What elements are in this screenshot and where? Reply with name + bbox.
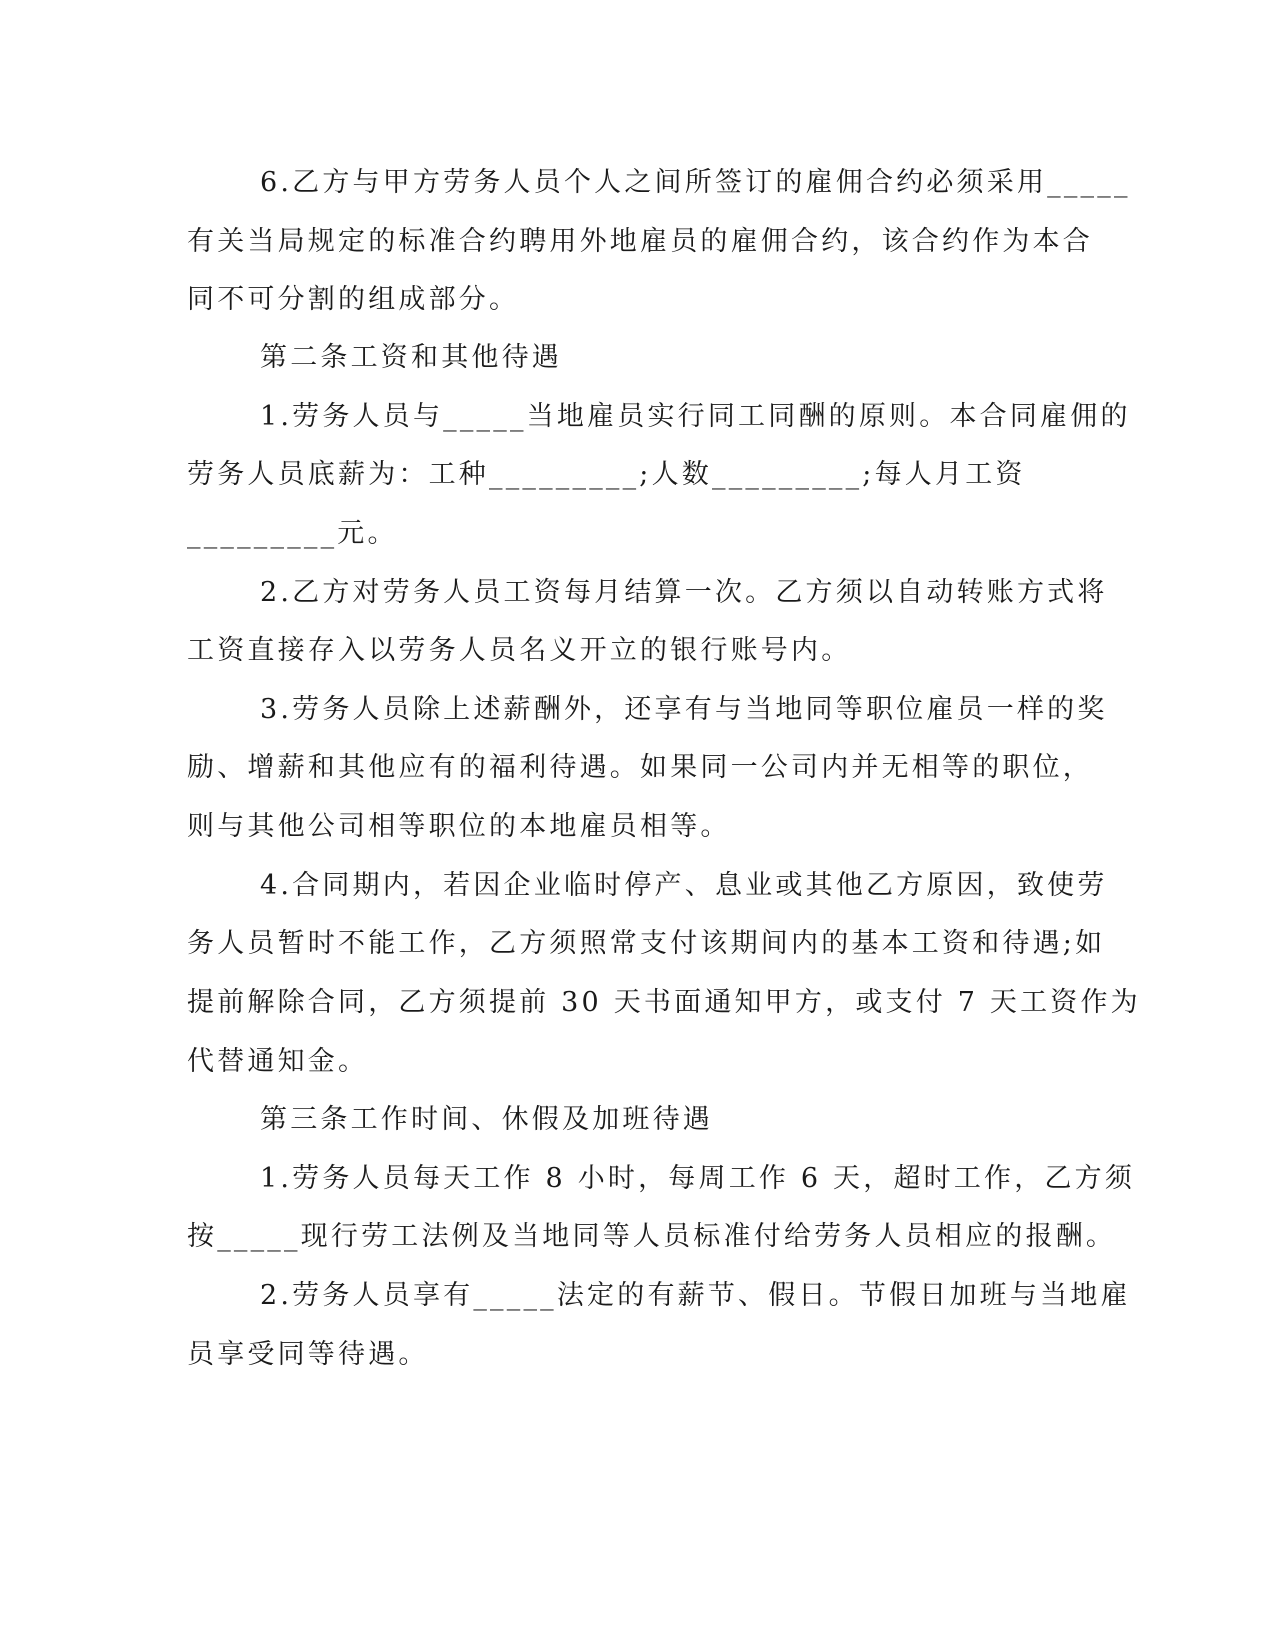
clause-2-3-line-3: 则与其他公司相等职位的本地雇员相等。	[187, 811, 731, 842]
clause-1-6-line-1: 6.乙方与甲方劳务人员个人之间所签订的雇佣合约必须采用_____	[260, 167, 1131, 198]
clause-2-3-line-1: 3.劳务人员除上述薪酬外，还享有与当地同等职位雇员一样的奖	[260, 694, 1108, 725]
clause-2-1-line-1: 1.劳务人员与_____当地雇员实行同工同酬的原则。本合同雇佣的	[260, 401, 1131, 432]
clause-2-4-line-3: 提前解除合同，乙方须提前 30 天书面通知甲方，或支付 7 天工资作为	[187, 987, 1141, 1018]
clause-1-6-line-2: 有关当局规定的标准合约聘用外地雇员的雇佣合约，该合约作为本合	[187, 226, 1093, 257]
clause-1-6-line-3: 同不可分割的组成部分。	[187, 284, 520, 315]
clause-2-3-line-2: 励、增薪和其他应有的福利待遇。如果同一公司内并无相等的职位，	[187, 752, 1093, 783]
article-2-heading: 第二条工资和其他待遇	[260, 342, 562, 373]
clause-2-4-line-2: 务人员暂时不能工作，乙方须照常支付该期间内的基本工资和待遇;如	[187, 928, 1106, 959]
clause-2-1-line-2: 劳务人员底薪为：工种_________;人数_________;每人月工资	[187, 459, 1026, 490]
clause-2-1-line-3: _________元。	[187, 518, 398, 549]
clause-3-2-line-2: 员享受同等待遇。	[187, 1339, 429, 1370]
clause-2-2-line-1: 2.乙方对劳务人员工资每月结算一次。乙方须以自动转账方式将	[260, 577, 1108, 608]
clause-2-2-line-2: 工资直接存入以劳务人员名义开立的银行账号内。	[187, 635, 852, 666]
clause-3-1-line-1: 1.劳务人员每天工作 8 小时，每周工作 6 天，超时工作，乙方须	[260, 1163, 1136, 1194]
clause-3-1-line-2: 按_____现行劳工法例及当地同等人员标准付给劳务人员相应的报酬。	[187, 1221, 1117, 1252]
clause-3-2-line-1: 2.劳务人员享有_____法定的有薪节、假日。节假日加班与当地雇	[260, 1280, 1131, 1311]
article-3-heading: 第三条工作时间、休假及加班待遇	[260, 1104, 713, 1135]
clause-2-4-line-1: 4.合同期内，若因企业临时停产、息业或其他乙方原因，致使劳	[260, 870, 1108, 901]
clause-2-4-line-4: 代替通知金。	[187, 1046, 369, 1077]
